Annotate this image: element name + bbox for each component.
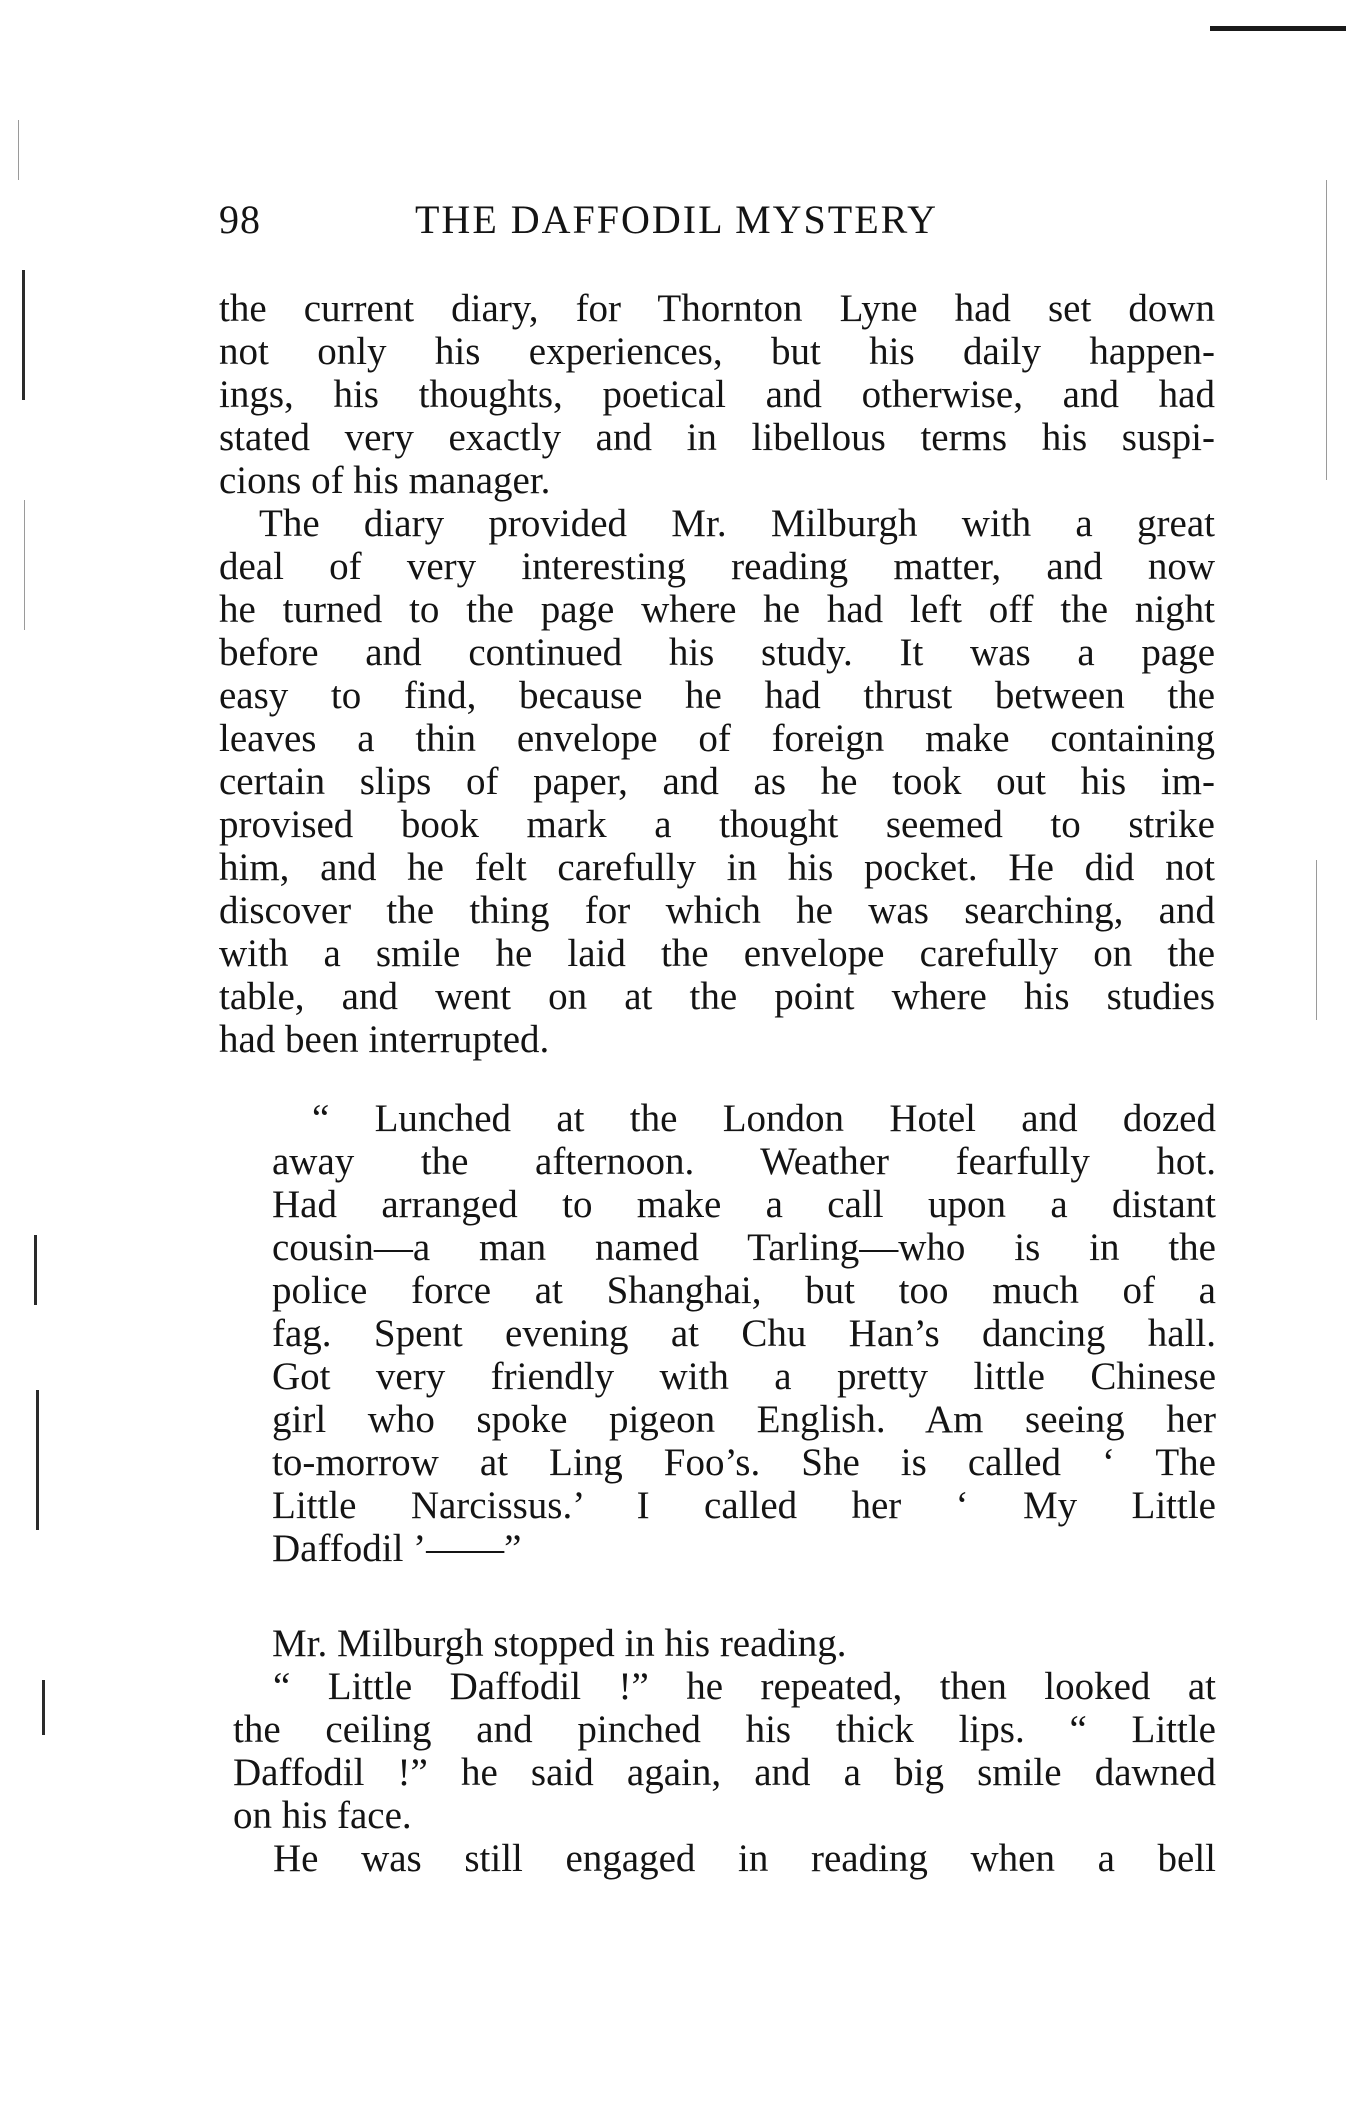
text-line: Daffodil !” he said again, and a big smile dawned [233,1751,1216,1794]
text-line: “ Lunched at the London Hotel and dozed [312,1097,1216,1140]
text-line: Mr. Milburgh stopped in his reading. [272,1622,847,1665]
text-line: table, and went on at the point where his studies [219,975,1215,1018]
text-line: to-morrow at Ling Foo’s. She is called ‘ The [272,1441,1216,1484]
text-line: cousin—a man named Tarling—who is in the [272,1226,1216,1269]
text-line: certain slips of paper, and as he took out his im- [219,760,1215,803]
text-line: The diary provided Mr. Milburgh with a great [259,502,1215,545]
scan-edge-rule [1210,26,1346,31]
margin-scan-mark [22,270,25,400]
margin-scan-mark [1316,860,1317,1020]
text-line: ings, his thoughts, poetical and otherwise, and had [219,373,1215,416]
text-line: had been interrupted. [219,1018,550,1061]
text-line: He was still engaged in reading when a bell [273,1837,1216,1880]
paragraph-2 [219,502,1215,1061]
text-line: Daffodil ’——” [272,1527,522,1570]
text-line: provised book mark a thought seemed to strike [219,803,1215,846]
text-line: fag. Spent evening at Chu Han’s dancing hall. [272,1312,1216,1355]
margin-scan-mark [36,1390,39,1530]
page-number: 98 [219,197,261,242]
text-line: before and continued his study. It was a page [219,631,1215,674]
text-line: the current diary, for Thornton Lyne had set down [219,287,1215,330]
text-line: stated very exactly and in libellous terms his suspi- [219,416,1215,459]
paragraph-5 [233,1837,1216,1880]
margin-scan-mark [24,500,25,630]
text-line: Little Narcissus.’ I called her ‘ My Little [272,1484,1216,1527]
text-line: Had arranged to make a call upon a distant [272,1183,1216,1226]
text-line: cions of his manager. [219,459,551,502]
text-line: discover the thing for which he was searching, and [219,889,1215,932]
margin-scan-mark [34,1235,37,1305]
text-line: he turned to the page where he had left off the night [219,588,1215,631]
diary-quote [272,1097,1216,1570]
text-line: “ Little Daffodil !” he repeated, then looked at [273,1665,1216,1708]
text-line: leaves a thin envelope of foreign make containing [219,717,1215,760]
text-line: on his face. [233,1794,412,1837]
paragraph-4 [233,1665,1216,1837]
paragraph-3 [272,1622,1216,1665]
text-line: the ceiling and pinched his thick lips. “ Little [233,1708,1216,1751]
book-title: THE DAFFODIL MYSTERY [415,197,938,242]
margin-scan-mark [42,1680,45,1735]
text-line: Got very friendly with a pretty little Chinese [272,1355,1216,1398]
text-line: him, and he felt carefully in his pocket. He did not [219,846,1215,889]
text-line: away the afternoon. Weather fearfully hot. [272,1140,1216,1183]
running-header [219,190,1019,250]
text-line: with a smile he laid the envelope carefully on the [219,932,1215,975]
text-line: easy to find, because he had thrust between the [219,674,1215,717]
text-line: not only his experiences, but his daily happen- [219,330,1215,373]
margin-scan-mark [18,120,19,180]
margin-scan-mark [1326,180,1327,480]
text-line: deal of very interesting reading matter, and now [219,545,1215,588]
text-line: police force at Shanghai, but too much of a [272,1269,1216,1312]
paragraph-1 [219,287,1215,502]
text-line: girl who spoke pigeon English. Am seeing her [272,1398,1216,1441]
